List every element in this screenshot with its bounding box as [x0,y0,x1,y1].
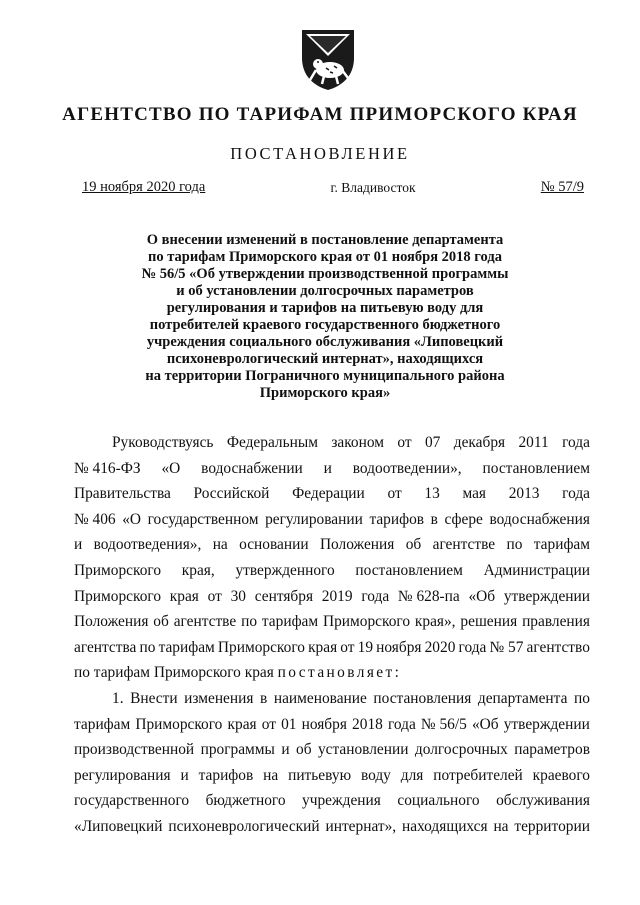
word: находящихся [402,817,488,835]
word: решения [460,613,518,631]
title-line: О внесении изменений в постановление департамента [146,232,504,248]
word: Российской [193,485,270,503]
word: Администрации [483,561,590,579]
word: социального [397,792,480,810]
word: агентства [74,638,137,656]
coat-of-arms-icon [296,26,360,92]
word: года [361,587,390,605]
document-type: ПОСТАНОВЛЕНИЕ [230,144,410,163]
paragraph-2 [74,686,590,840]
word: Приморского [323,613,411,631]
text-line [74,737,590,763]
word: водоснабжения [489,510,590,528]
word: Федерации [292,485,365,503]
word: производственной [74,741,195,759]
word: № 57 [489,638,524,656]
title-line: по тарифам Приморского края от 01 ноября 2018 года [148,249,502,265]
word: утверждении [503,715,590,733]
text-line [74,686,590,712]
word: учреждения [302,792,381,810]
document-meta [82,179,584,196]
word: края [227,715,257,733]
word: 01 [281,715,297,733]
word: декабря [453,434,506,451]
word: питьевую [288,766,352,784]
word: водоотведения», [93,536,202,554]
word: «Об [471,715,499,733]
word: государственном [147,510,259,528]
word: тарифов [369,510,425,528]
document-title [90,232,560,402]
word: тарифам [533,536,590,554]
word: 19 [357,638,374,656]
document-body [74,430,590,840]
word: водоотведении», [352,459,462,477]
word: регулировании [265,510,363,528]
word: № 416-ФЗ [74,459,141,477]
text-line [74,635,590,661]
word: и [323,459,332,477]
word: установлении [317,741,409,759]
word: 1. [112,689,124,707]
word: краевого [532,766,590,784]
word: наименование [273,689,367,707]
word: агентстве [432,536,496,554]
word: интернат», [325,817,397,835]
title-line: и об установлении долгосрочных параметров [176,283,474,299]
word: психоневрологический [168,817,320,835]
word: на [263,766,279,784]
word: по [573,689,590,707]
word: от [340,638,355,656]
word: Правительства [74,485,171,503]
word: «Липовецкий [74,817,163,835]
word: и [180,766,189,784]
word: сфере [444,510,483,528]
word: программы [200,741,275,759]
word: «О [161,459,181,477]
word: обслуживания [496,792,590,810]
text-line [74,712,590,738]
word: Внести [130,689,178,707]
text-fragment: по тарифам Приморского края [74,664,278,682]
word: тарифам [261,613,319,631]
title-line: потребителей краевого государственного бюджетного [149,317,501,333]
word: постановления [373,689,472,707]
word: агентстве [173,613,237,631]
word: на [212,536,228,554]
text-line [74,456,590,482]
document-city: г. Владивосток [330,180,416,195]
word: 30 [230,587,246,605]
word: 13 [424,485,440,503]
word: долгосрочных [414,741,508,759]
word: Приморского [74,561,162,579]
title-line: на территории Пограничного муниципального района [145,368,505,384]
word: 2019 [321,587,353,605]
word: водоснабжении [201,459,303,477]
word: по [139,638,156,656]
word: «О [122,510,142,528]
text-line [74,558,590,584]
word: бюджетного [205,792,286,810]
word: края», [414,613,456,631]
word: Приморского [74,587,162,605]
word: воду [360,766,391,784]
word: № 628-па [397,587,460,605]
agency-name: АГЕНТСТВО ПО ТАРИФАМ ПРИМОРСКОГО КРАЯ [62,104,578,125]
word: по [506,536,523,554]
text-line [74,507,590,533]
word: изменения [184,689,254,707]
word: параметров [514,741,590,759]
word: на [493,817,509,835]
word: мая [462,485,486,503]
decree-keyword: постановляет: [277,664,402,682]
word: № 56/5 [420,715,467,733]
document-date: 19 ноября 2020 года [82,179,206,195]
word: Приморского [135,715,223,733]
word: об [153,613,169,631]
word: тарифов [198,766,254,784]
word: 2018 [352,715,383,733]
word: Положения [319,536,395,554]
word: от [207,587,222,605]
word: законом [331,434,385,451]
word: об [296,741,312,759]
word: Федеральным [226,434,318,451]
word: утверждении [503,587,590,605]
word: года [458,638,487,656]
word: об [405,536,422,554]
word: края [308,638,338,656]
word: 07 [424,434,441,451]
word: года [562,434,590,451]
word: года [562,485,590,503]
word: в [260,689,268,707]
text-line [74,788,590,814]
word: сентября [254,587,314,605]
word: края, [181,561,215,579]
paragraph-1-last-line [74,660,590,686]
document-number: № 57/9 [540,179,584,195]
title-line: Приморского края» [259,385,391,401]
word: потребителей [433,766,523,784]
paragraph-1 [74,430,590,660]
text-line [74,763,590,789]
word: Приморского [217,638,305,656]
word: тарифам [74,715,131,733]
word: территории [514,817,590,835]
word: тарифам [158,638,215,656]
title-line: № 56/5 «Об утверждении производственной программы [141,266,509,282]
word: Руководствуясь [112,434,214,451]
word: постановлением [355,561,463,579]
word: Положения [74,613,149,631]
word: ноября [376,638,422,656]
word: постановлением [482,459,590,477]
word: в [430,510,438,528]
text-line [74,532,590,558]
word: регулирования [74,766,171,784]
word: правления [522,613,590,631]
word: и [74,536,83,554]
word: от [397,434,412,451]
word: департамента [477,689,568,707]
word: № 406 [74,510,116,528]
text-line [74,430,590,456]
word: края [169,587,199,605]
word: для [400,766,424,784]
word: 2013 [508,485,540,503]
text-line [74,814,590,840]
word: утвержденного [235,561,335,579]
word: по [241,613,258,631]
text-line [74,609,590,635]
text-line [74,481,590,507]
title-line: регулирования и тарифов на питьевую воду для [166,300,484,316]
text-line [74,584,590,610]
word: и [281,741,290,759]
word: от [261,715,276,733]
word: государственного [74,792,190,810]
word: «Об [468,587,496,605]
word: от [387,485,402,503]
word: года [387,715,416,733]
word: 2020 [424,638,456,656]
title-line: учреждения социального обслуживания «Липовецкий [146,334,504,350]
word: основании [239,536,309,554]
title-line: психоневрологический интернат», находящихся [166,351,484,367]
word: ноября [301,715,347,733]
word: агентство [526,638,590,656]
word: 2011 [518,434,549,451]
